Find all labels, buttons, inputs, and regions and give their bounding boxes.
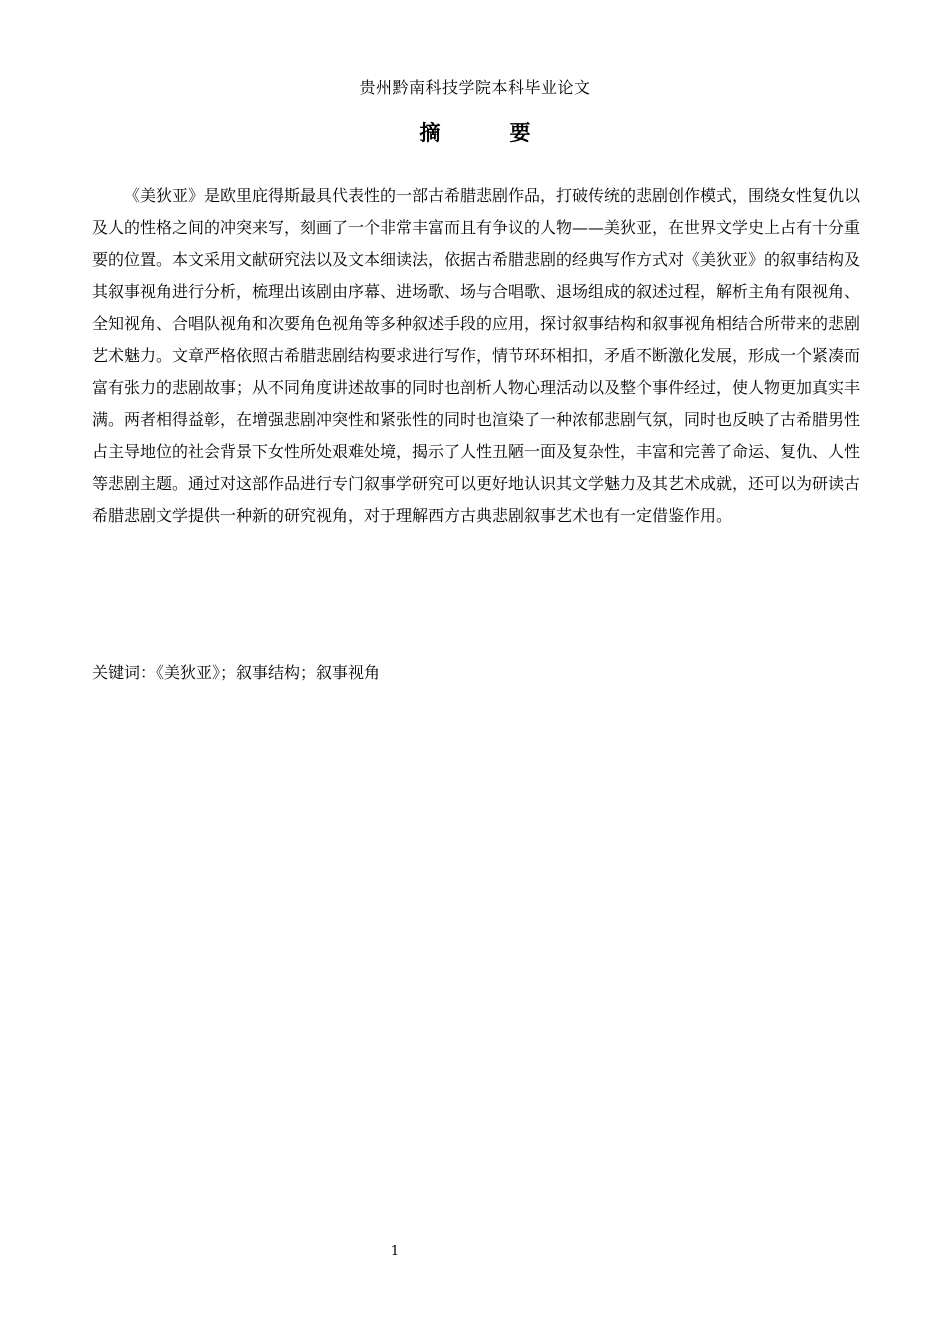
- abstract-body: 《美狄亚》是欧里庇得斯最具代表性的一部古希腊悲剧作品，打破传统的悲剧创作模式，围绕女性复仇以及人的性格之间的冲突来写，刻画了一个非常丰富而且有争议的人物——美狄亚，在世界文学史上占有十分重要的位置。本文采用文献研究法以及文本细读法，依据古希腊悲剧的经典写作方式对《美狄亚》的叙事结构及其叙事视角进行分析，梳理出该剧由序幕、进场歌、场与合唱歌、退场组成的叙述过程，解析主角有限视角、全知视角、合唱队视角和次要角色视角等多种叙述手段的应用，探讨叙事结构和叙事视角相结合所带来的悲剧艺术魅力。文章严格依照古希腊悲剧结构要求进行写作，情节环环相扣，矛盾不断激化发展，形成一个紧凑而富有张力的悲剧故事；从不同角度讲述故事的同时也剖析人物心理活动以及整个事件经过，使人物更加真实丰满。两者相得益彰，在增强悲剧冲突性和紧张性的同时也渲染了一种浓郁悲剧气氛，同时也反映了古希腊男性占主导地位的社会背景下女性所处艰难处境，揭示了人性丑陋一面及复杂性，丰富和完善了命运、复仇、人性等悲剧主题。通过对这部作品进行专门叙事学研究可以更好地认识其文学魅力及其艺术成就，还可以为研读古希腊悲剧文学提供一种新的研究视角，对于理解西方古典悲剧叙事艺术也有一定借鉴作用。: [92, 186, 861, 525]
- keywords-line: 关键词：《美狄亚》；叙事结构；叙事视角: [92, 663, 381, 682]
- running-header: 贵州黔南科技学院本科毕业论文: [359, 78, 591, 97]
- abstract-title: 摘 要: [419, 121, 555, 145]
- page-number: 1: [390, 1244, 400, 1259]
